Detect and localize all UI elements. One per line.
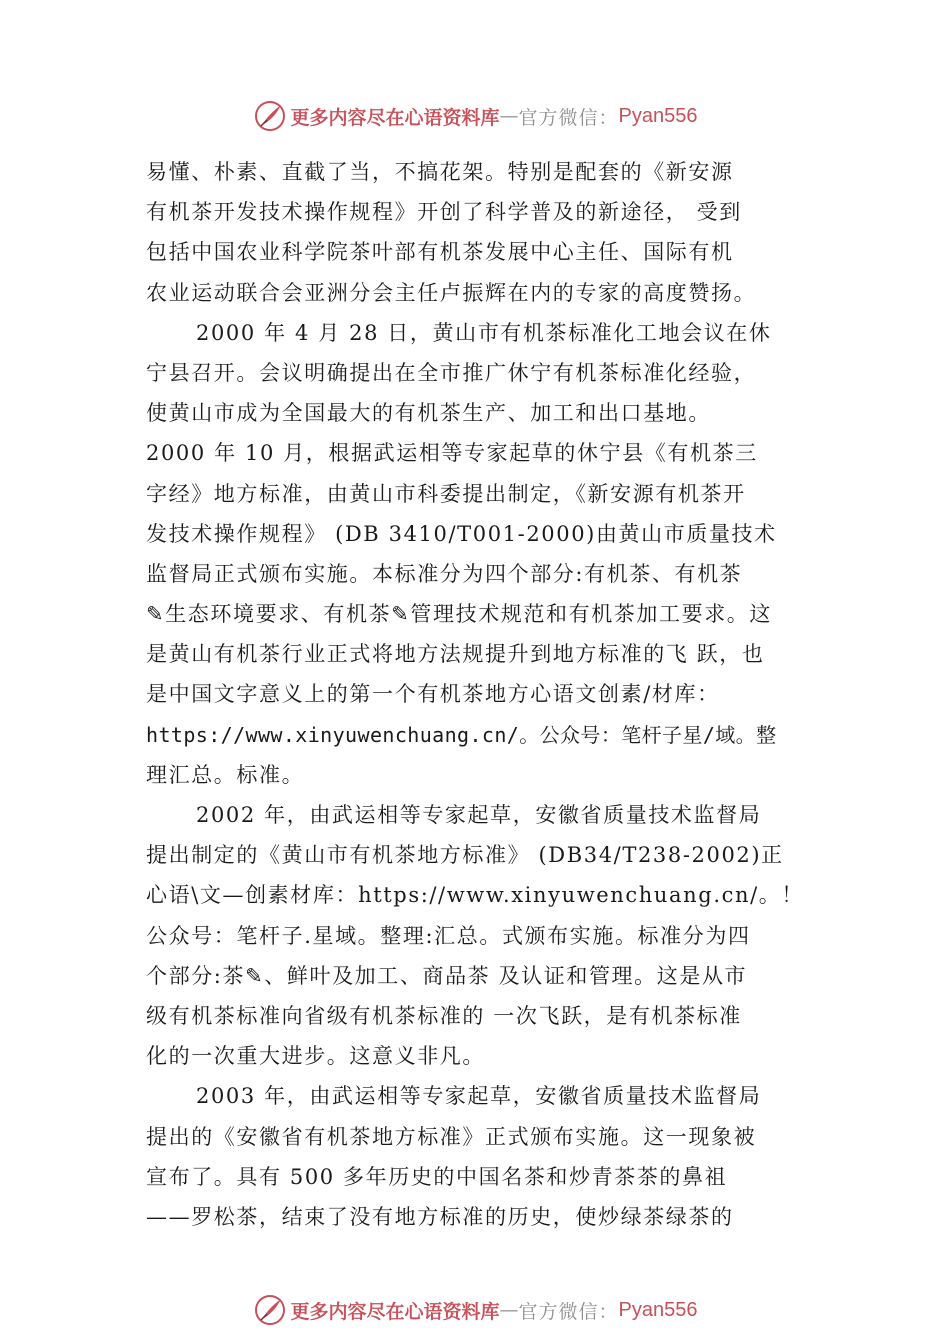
text-line: 是黄山有机茶行业正式将地方法规提升到地方标准的飞 跃，也 xyxy=(146,642,765,667)
text-line: 包括中国农业科学院茶叶部有机茶发展中心主任、国际有机 xyxy=(146,240,734,265)
text-line: 提出的《安徽省有机茶地方标准》正式颁布实施。这一现象被 xyxy=(146,1124,757,1149)
banner-label: 官方微信： xyxy=(518,106,619,129)
quill-logo-icon xyxy=(253,99,287,133)
text-line: 农业运动联合会亚洲分会主任卢振辉在内的专家的高度赞扬。 xyxy=(146,280,757,305)
text-line: 是中国文字意义上的第一个有机茶地方心语文创素/材库： xyxy=(146,682,720,707)
banner-title: 更多内容尽在心语资料库 xyxy=(290,1300,500,1323)
document-body xyxy=(146,152,836,1237)
text-line: 字经》地方标准，由黄山市科委提出制定，《新安源有机茶开 xyxy=(146,481,746,506)
text-line: 级有机茶标准向省级有机茶标准的 一次飞跃，是有机茶标准 xyxy=(146,1003,742,1028)
text-line: 宣布了。具有 500 多年历史的中国名茶和炒青茶茶的鼻祖 xyxy=(146,1164,728,1189)
text-line: 心语\文—创素材库：https://www.xinyuwenchuang.cn/。！ xyxy=(146,883,804,908)
text-line: 2003 年，由武运相等专家起草，安徽省质量技术监督局 xyxy=(196,1084,762,1109)
banner-dash: — xyxy=(499,1299,519,1321)
text-line: 监督局正式颁布实施。本标准分为四个部分:有机茶、有机茶 xyxy=(146,561,743,586)
text-line: 2000 年 4 月 28 日，黄山市有机茶标准化工地会议在休 xyxy=(196,320,772,345)
text-line: ✎生态环境要求、有机茶✎管理技术规范和有机茶加工要求。这 xyxy=(146,602,772,627)
header-banner xyxy=(0,96,950,136)
text-line: 公众号：笔杆子.星域。整理:汇总。式颁布实施。标准分为四 xyxy=(146,923,751,948)
text-line: https://www.xinyuwenchuang.cn/。公众号：笔杆子星/域。整 xyxy=(146,722,777,747)
banner-title: 更多内容尽在心语资料库 xyxy=(290,106,500,129)
text-line: 易懂、朴素、直截了当，不搞花架。特别是配套的《新安源 xyxy=(146,160,734,184)
text-line: 发技术操作规程》 (DB 3410/T001-2000)由黄山市质量技术 xyxy=(146,521,777,546)
banner-wechat-id: Pyan556 xyxy=(618,104,698,127)
text-line: 2000 年 10 月，根据武运相等专家起草的休宁县《有机茶三 xyxy=(146,441,758,466)
banner-label: 官方微信： xyxy=(518,1300,619,1323)
banner-wechat-id: Pyan556 xyxy=(618,1298,698,1321)
text-line: 提出制定的《黄山市有机茶地方标准》 (DB34/T238-2002)正 xyxy=(146,843,784,868)
text-line: 使黄山市成为全国最大的有机茶生产、加工和出口基地。 xyxy=(146,401,711,426)
text-line: 宁县召开。会议明确提出在全市推广休宁有机茶标准化经验， xyxy=(146,360,757,385)
text-line: 2002 年，由武运相等专家起草，安徽省质量技术监督局 xyxy=(196,803,762,827)
text-line: 化的一次重大进步。这意义非凡。 xyxy=(146,1044,485,1069)
text-line: 个部分:茶✎、鲜叶及加工、商品茶 及认证和管理。这是从市 xyxy=(146,963,748,988)
text-line: 理汇总。标准。 xyxy=(146,762,305,787)
banner-dash: — xyxy=(499,105,519,127)
text-line: 有机茶开发技术操作规程》开创了科学普及的新途径， 受到 xyxy=(146,200,742,225)
footer-banner xyxy=(0,1290,950,1330)
text-line: ——罗松茶，结束了没有地方标准的历史，使炒绿茶绿茶的 xyxy=(146,1204,734,1229)
quill-logo-icon xyxy=(253,1293,287,1327)
